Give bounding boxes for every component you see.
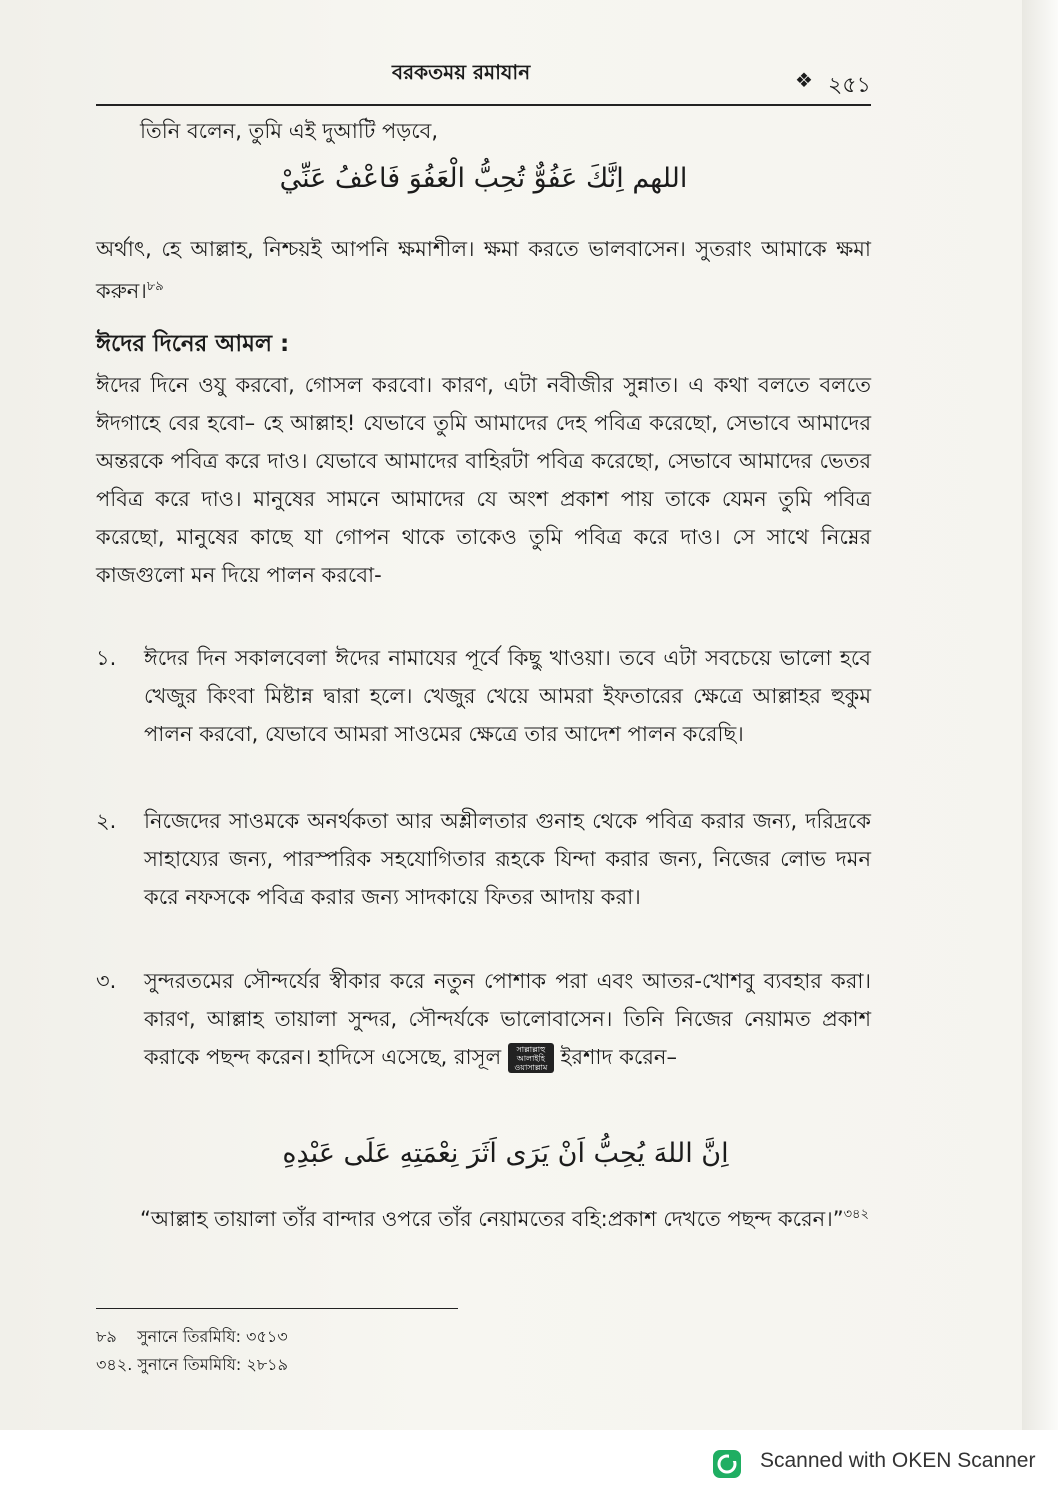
intro-line: তিনি বলেন, তুমি এই দুআটি পড়বে,: [140, 119, 439, 143]
footnote: [96, 1324, 288, 1351]
section-paragraph: ঈদের দিনে ওযু করবো, গোসল করবো। কারণ, এটা নবীজীর সুন্নাত। এ কথা বলতে বলতে ঈদগাহে বের হবো– হে আল্লাহ! যেভাবে তুমি আমাদের দেহ পবিত্র করেছো, সেভাবে আমাদের অন্তরকে পবিত্র করে দাও। যেভাবে আমাদের বাহিরটা পবিত্র করেছো, সেভাবে আমাদের ভেতর পবিত্র করে দাও। মানুষের সামনে আমাদের যে অংশ প্রকাশ পায় তাকে যেমন তুমি পবিত্র করেছো, মানুষের কাছে যা গোপন থাকে তাকেও তুমি পবিত্র করে দাও। সে সাথে নিম্নের কাজগুলো মন দিয়ে পালন করবো-: [96, 373, 871, 587]
page-number: ২৫১: [828, 73, 871, 98]
scanner-logo-icon: [712, 1449, 742, 1479]
footnote-text: সুনানে তিমমিযি: ২৮১৯: [137, 1355, 288, 1374]
list-item-text-after: ইরশাদ করেন–: [560, 1045, 677, 1069]
running-header-title: বরকতময় রমাযান: [392, 60, 531, 84]
salutation-icon: সাল্লাল্লাহু আলাইহি ওয়াসাল্লাম: [508, 1043, 554, 1073]
list-item-text-before: সুন্দরতমের সৌন্দর্যের স্বীকার করে নতুন পোশাক পরা এবং আতর-খোশবু ব্যবহার করা। কারণ, আল্লাহ তায়ালা সুন্দর, সৌন্দর্যকে ভালোবাসেন। তিনি নিজের নেয়ামত প্রকাশ করাকে পছন্দ করেন। হাদিসে এসেছে, রাসূল: [144, 969, 871, 1069]
arabic-hadith: اِنَّ اللهَ يُحِبُّ اَنْ يَرَى اَثَرَ نِعْمَتِهِ عَلَى عَبْدِهِ: [282, 1138, 729, 1169]
list-item-number: ২.: [96, 809, 117, 833]
footnote-number: ৩৪২.: [96, 1355, 133, 1374]
scanner-watermark-text: Scanned with OKEN Scanner: [760, 1449, 1036, 1472]
list-item-text: ঈদের দিন সকালবেলা ঈদের নামাযের পূর্বে কিছু খাওয়া। তবে এটা সবচেয়ে ভালো হবে খেজুর কিংবা মিষ্টান্ন দ্বারা হলে। খেজুর খেয়ে আমরা ইফতারের ক্ষেত্রে আল্লাহর হুকুম পালন করবো, যেভাবে আমরা সাওমের ক্ষেত্রে তার আদেশ পালন করেছি।: [144, 646, 871, 746]
arabic-dua: اللهم اِنَّكَ عَفُوٌّ تُحِبُّ الْعَفُوَ فَاعْفُ عَنِّيْ: [279, 163, 688, 194]
page-edge: [1022, 0, 1058, 1430]
list-item-number: ৩.: [96, 969, 117, 993]
footnote-number: ৮৯: [96, 1327, 117, 1346]
dua-translation: [96, 230, 871, 310]
section-heading: ঈদের দিনের আমল :: [96, 331, 290, 357]
diamond-ornament-icon: ❖: [795, 68, 813, 92]
footnote-ref: ৮৯: [146, 279, 164, 294]
list-item-text: [144, 962, 871, 1076]
list-item-number: ১.: [96, 646, 117, 670]
footnote-text: সুনানে তিরমিযি: ৩৫১৩: [137, 1327, 288, 1346]
hadith-translation: [140, 1196, 871, 1238]
footnote: [96, 1352, 288, 1379]
dua-translation-text: অর্থাৎ, হে আল্লাহ, নিশ্চয়ই আপনি ক্ষমাশীল। ক্ষমা করতে ভালবাসেন। সুতরাং আমাকে ক্ষমা করুন।: [96, 237, 871, 303]
header-rule: [96, 104, 871, 106]
footnote-ref: ৩৪২: [843, 1207, 869, 1222]
hadith-translation-text: “আল্লাহ তায়ালা তাঁর বান্দার ওপরে তাঁর নেয়ামতের বহি:প্রকাশ দেখতে পছন্দ করেন।”: [140, 1207, 844, 1231]
list-item-text: নিজেদের সাওমকে অনর্থকতা আর অশ্লীলতার গুনাহ থেকে পবিত্র করার জন্য, দরিদ্রকে সাহায্যের জন্য, পারস্পরিক সহযোগিতার রূহকে যিন্দা করার জন্য, নিজের লোভ দমন করে নফসকে পবিত্র করার জন্য সাদকায়ে ফিতর আদায় করা।: [144, 809, 871, 909]
footnote-rule: [96, 1308, 458, 1309]
